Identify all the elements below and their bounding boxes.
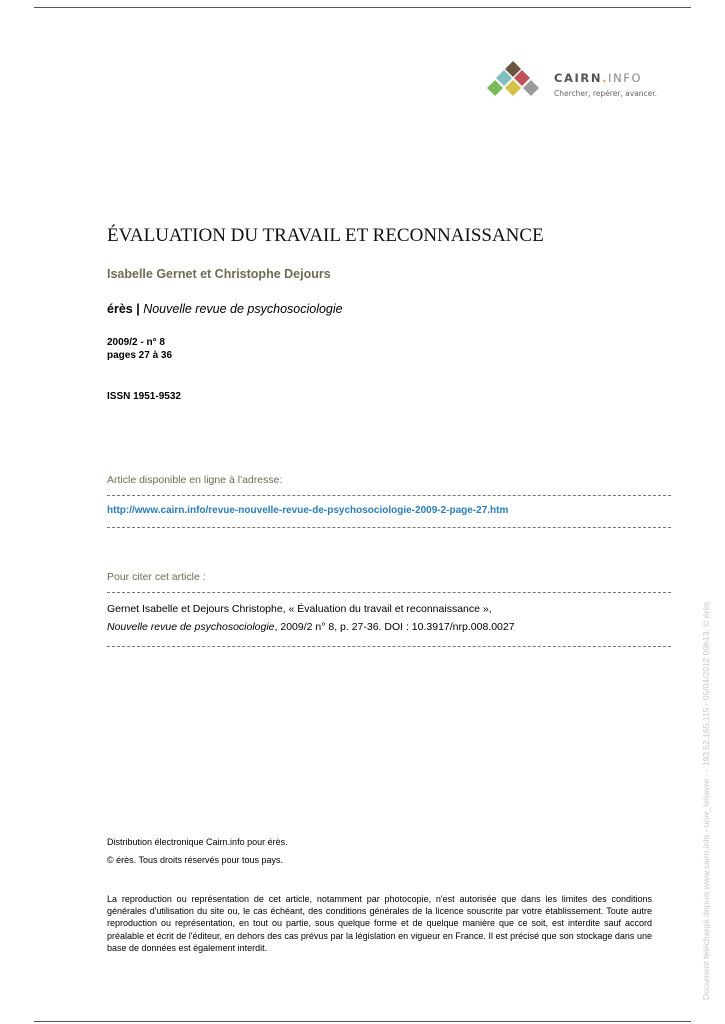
cairn-logo-mark-icon [484,61,542,103]
citation-line-2 [107,621,515,633]
article-title: ÉVALUATION DU TRAVAIL ET RECONNAISSANCE [107,225,544,246]
journal-name: Nouvelle revue de psychosociologie [143,302,343,316]
dashed-divider [107,592,671,593]
distribution-note: Distribution électronique Cairn.info pour érès. [107,837,288,847]
dashed-divider [107,527,671,528]
copyright-note: © érès. Tous droits réservés pour tous pays. [107,855,284,865]
issn: ISSN 1951-9532 [107,391,181,402]
issue-number: 2009/2 - n° 8 [107,337,165,348]
download-watermark: Document téléchargé depuis www.cairn.info - univ_lehavre - - 193.52.165.115 - 05/04/2012 09h13. © érès [701,601,711,1000]
dashed-divider [107,646,671,647]
logo-tagline: Chercher, repérer, avancer. [554,89,658,98]
page-range: pages 27 à 36 [107,350,173,361]
dashed-divider [107,495,671,496]
bottom-rule [34,1021,691,1022]
top-rule [34,7,691,8]
article-url-link[interactable]: http://www.cairn.info/revue-nouvelle-revue-de-psychosociologie-2009-2-page-27.htm [107,505,509,516]
cairn-logo[interactable] [484,61,674,103]
journal-line [107,302,343,316]
citation-details: , 2009/2 n° 8, p. 27-36. DOI : 10.3917/nrp.008.0027 [274,621,515,633]
legal-notice: La reproduction ou représentation de cet article, notamment par photocopie, n'est autorisée que dans les limites des conditions générales d'utilisation du site ou, le cas échéant, des conditions générales de la licence souscrite par votre établissement. Toute autre reproduction ou représentation, en tout ou partie, sous quelque forme et de quelque manière que ce soit, est interdite sauf accord préalable et écrit de l'éditeur, en dehors des cas prévus par la législation en vigueur en France. Il est précisé que son stockage dans une base de données est également interdit. [107,894,652,953]
citation-journal: Nouvelle revue de psychosociologie [107,621,275,633]
article-authors: Isabelle Gernet et Christophe Dejours [107,267,331,281]
citation-label: Pour citer cet article : [107,571,206,583]
availability-label: Article disponible en ligne à l'adresse: [107,474,283,486]
citation-line-1: Gernet Isabelle et Dejours Christophe, « Évaluation du travail et reconnaissance », [107,603,492,615]
logo-name: CAIRN.INFO [554,71,643,85]
publisher: érès | [107,302,140,316]
